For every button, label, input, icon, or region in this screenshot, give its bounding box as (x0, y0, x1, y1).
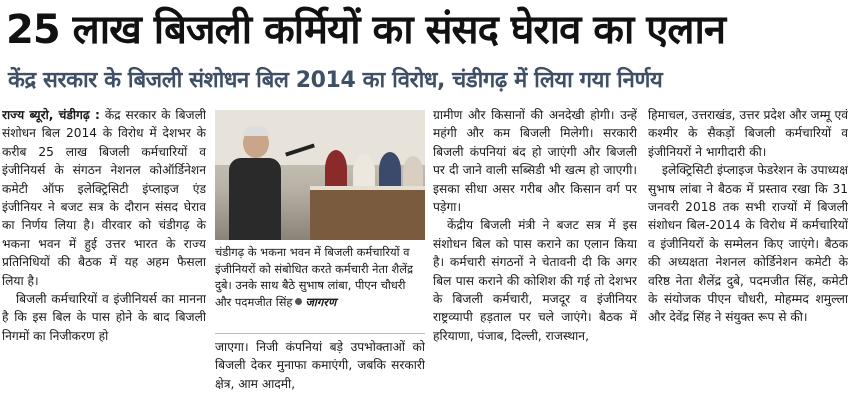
column-1-para-1 (2, 106, 206, 290)
photo-speaker (229, 128, 281, 240)
photo-attendee (353, 154, 375, 188)
column-4-para-1: हिमाचल, उत्तराखंड, उत्तर प्रदेश और जम्मू एवं कश्मीर के सैकड़ों बिजली कर्मचारियों व इंजीनियरों ने भागीदारी की। (648, 108, 848, 159)
photo-credit: जागरण (305, 294, 337, 309)
caption-divider (215, 333, 425, 334)
column-2-text: जाएगा। निजी कंपनियां बड़े उपभोक्ताओं को बिजली देकर मुनाफा कमाएंगी, जबकि सरकारी क्षेत्र, आम आदमी, (215, 340, 425, 391)
photo-caption (215, 244, 425, 328)
column-1-para-2: बिजली कर्मचारियों व इंजीनियर्स का मानना है कि इस बिल के पास होने के बाद बिजली निगमों का निजीकरण हो (2, 292, 206, 343)
headline: 25 लाख बिजली कर्मियों का संसद घेराव का एलान (6, 7, 726, 53)
article-column-4 (648, 106, 848, 402)
article-column-2 (215, 338, 425, 402)
bullet-icon (295, 298, 302, 305)
article-column-3 (433, 106, 637, 402)
article-column-1 (2, 106, 206, 402)
byline: राज्य ब्यूरो, चंडीगढ़ : (2, 108, 100, 122)
photo-attendee (325, 150, 347, 188)
subheadline: केंद्र सरकार के बिजली संशोधन बिल 2014 का विरोध, चंडीगढ़ में लिया गया निर्णय (8, 68, 663, 93)
column-3-para-1: ग्रामीण और किसानों की अनदेखी होगी। उन्हें महंगी और कम बिजली मिलेगी। सरकारी बिजली कंपनियां बंद हो जाएंगी और बिजली पर दी जाने वाली सब्सिडी भी खत्म हो जाएगी। इसका सीधा असर गरीब और किसान वर्ग पर पड़ेगा। (433, 108, 637, 215)
column-1-para-1-text: केंद्र सरकार के बिजली संशोधन बिल 2014 के विरोध में देशभर के करीब 25 लाख बिजली कर्मचारियों व इंजीनियर्स के संगठन नेशनल कोऑर्डिनेशन कमेटी ऑफ इलेक्ट्रिसिटी इंप्लाइज एंड इंजीनियर ने बजट सत्र के दौरान संसद घेराव का निर्णय लिया है। वीरवार को चंडीगढ़ के भकना भवन में हुई उत्तर भारत के राज्य प्रतिनिधियों की बैठक में यह अहम फैसला लिया है। (2, 108, 206, 288)
news-photo (215, 110, 425, 240)
column-4-para-2: इलेक्ट्रिसिटी इंप्लाइज फेडरेशन के उपाध्यक्ष सुभाष लांबा ने बैठक में प्रस्ताव रखा कि 31 जनवरी 2018 तक सभी राज्यों में बिजली संशोधन बिल-2014 के विरोध में कर्मचारियों व इंजीनियरों के सम्मेलन किए जाएंगे। बैठक की अध्यक्षता नेशनल कोर्डिनेशन कमेटी के वरिष्ठ नेता शैलेंद्र दुबे, पदमजीत सिंह, कमेटी के संयोजक पीएन चौधरी, मोहम्मद शमुल्ला और देवेंद्र सिंह ने संयुक्त रूप से की। (648, 163, 848, 325)
column-3-para-2: केंद्रीय बिजली मंत्री ने बजट सत्र में इस संशोधन बिल को पास कराने का एलान किया है। कर्मचारी संगठनों ने चेतावनी दी कि अगर बिल पास कराने की कोशिश की गई तो देशभर के बिजली कर्मचारी, मजदूर व इंजीनियर राष्ट्रव्यापी हड़ताल पर चले जाएंगे। बैठक में हरियाणा, पंजाब, दिल्ली, राजस्थान, (433, 218, 637, 343)
photo-attendee (379, 152, 401, 188)
photo-attendee (403, 156, 423, 188)
photo-table (310, 190, 425, 240)
photo-caption-text: चंडीगढ़ के भकना भवन में बिजली कर्मचारियों व इंजीनियरों को संबोधित करते कर्मचारी नेता शैलेंद्र दुबे। उनके साथ बैठे सुभाष लांबा, पीएन चौधरी और पदमजीत सिंह (215, 245, 414, 309)
